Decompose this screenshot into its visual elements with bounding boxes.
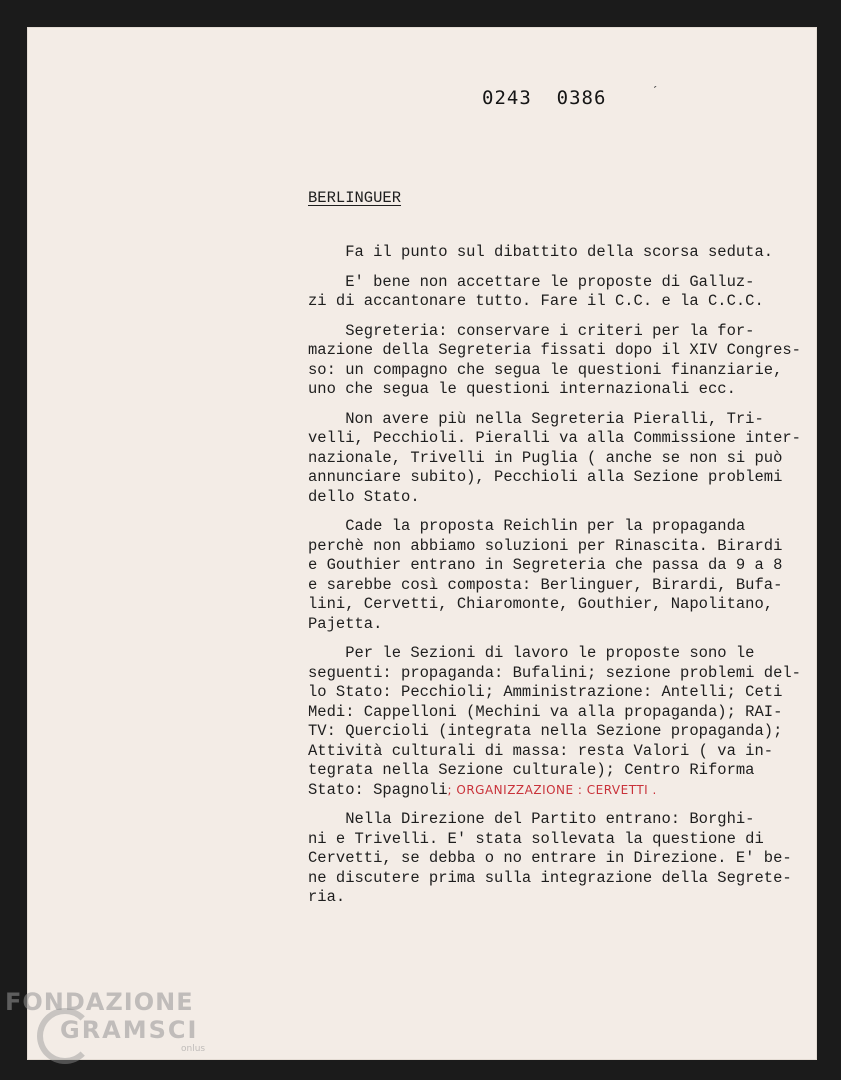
text-line: perchè non abbiamo soluzioni per Rinascita. Birardi [308,536,783,555]
paragraph-5 [308,517,838,634]
document-body [308,243,838,918]
text-line: Nella Direzione del Partito entrano: Borghi- [308,810,755,828]
text-line: velli, Pecchioli. Pieralli va alla Commissione inter- [308,429,801,447]
fondazione-gramsci-watermark [5,988,205,1054]
text-line: tegrata nella Sezione culturale); Centro Riforma [308,761,755,779]
text-line: Pajetta. [308,614,383,633]
text-line: Attività culturali di massa: resta Valori ( va in- [308,741,774,760]
text-line: seguenti: propaganda: Bufalini; sezione problemi del- [308,663,801,682]
handwritten-annotation: ; ORGANIZZAZIONE : CERVETTI . [447,782,657,797]
text-line: mazione della Segreteria fissati dopo il XIV Congres- [308,341,801,359]
text-line: Non avere più nella Segreteria Pieralli, Tri- [308,409,764,428]
typed-text: Stato: Spagnoli [308,780,448,799]
paragraph-2 [308,273,838,312]
text-line: uno che segua le questioni internazionali ecc. [308,380,736,398]
archive-code: 0243 0386 [482,87,607,109]
document-heading: BERLINGUER [308,189,402,207]
text-line: Segreteria: conservare i criteri per la for- [308,321,755,340]
watermark-line2: GRAMSCI [60,1016,199,1044]
watermark-line3: onlus [181,1044,206,1054]
text-line: lini, Cervetti, Chiaromonte, Gouthier, Napolitano, [308,595,774,613]
document-page [27,27,817,1060]
text-line: Fa il punto sul dibattito della scorsa seduta. [308,243,774,261]
text-line: e sarebbe così composta: Berlinguer, Birardi, Bufa- [308,575,783,594]
text-line: ni e Trivelli. E' stata sollevata la questione di [308,829,764,848]
text-line: TV: Quercioli (integrata nella Sezione propaganda); [308,722,783,740]
text-line: Cervetti, se debba o no entrare in Direzione. E' be- [308,849,792,867]
paragraph-4 [308,410,838,508]
text-line: E' bene non accettare le proposte di Galluz- [308,272,755,291]
text-line: dello Stato. [308,487,420,506]
text-line: zi di accantonare tutto. Fare il C.C. e la C.C.C. [308,292,764,310]
tick-mark: ˊ [651,85,660,101]
watermark-line1: FONDAZIONE [5,988,194,1016]
text-line: Medi: Cappelloni (Mechini va alla propaganda); RAI- [308,702,783,721]
text-line: annunciare subito), Pecchioli alla Sezione problemi [308,468,783,486]
paragraph-1 [308,243,838,263]
paragraph-3 [308,322,838,400]
text-line: so: un compagno che segua le questioni finanziarie, [308,360,783,379]
text-line: Per le Sezioni di lavoro le proposte sono le [308,644,755,662]
text-line: lo Stato: Pecchioli; Amministrazione: Antelli; Ceti [308,683,783,701]
text-line-with-annotation [308,781,838,801]
text-line: e Gouthier entrano in Segreteria che passa da 9 a 8 [308,556,783,574]
text-line: ria. [308,888,346,906]
paragraph-7 [308,810,838,908]
gramsci-logo-icon [37,1008,93,1064]
text-line: nazionale, Trivelli in Puglia ( anche se non si può [308,448,783,467]
paragraph-6 [308,644,838,800]
text-line: Cade la proposta Reichlin per la propaganda [308,517,746,535]
text-line: ne discutere prima sulla integrazione della Segrete- [308,868,792,887]
